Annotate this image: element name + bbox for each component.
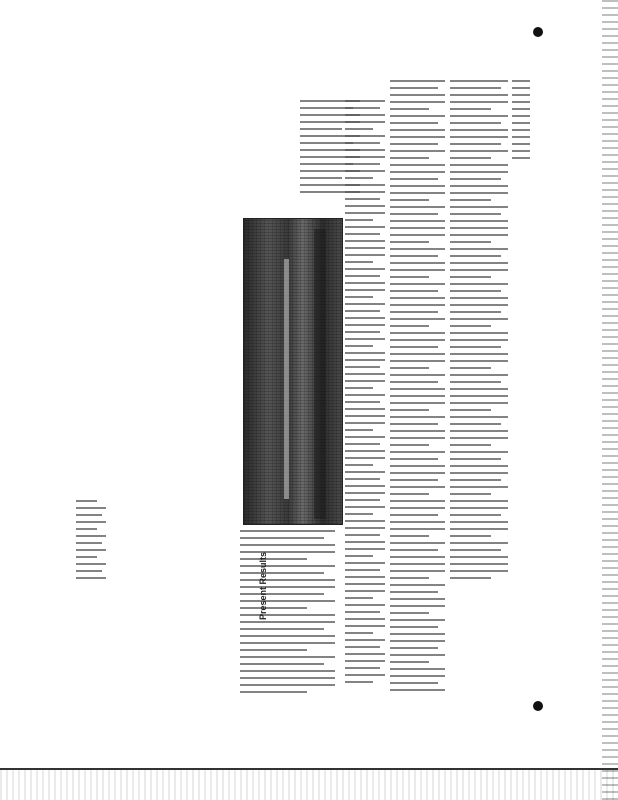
photograph [243,218,343,525]
photo-road [284,259,289,499]
page-number-marker-top [533,27,543,37]
caption-block [76,500,106,610]
scan-noise [0,770,618,800]
page-number-marker-bottom [533,701,543,711]
section-heading: Present Results [258,551,268,620]
text-column-1 [240,530,335,710]
scan-edge-right [602,0,618,800]
text-column-6 [450,80,508,710]
photo-shadow [314,229,326,519]
text-column-4 [345,100,385,710]
text-column-5 [390,80,445,710]
text-column-7 [512,80,530,300]
